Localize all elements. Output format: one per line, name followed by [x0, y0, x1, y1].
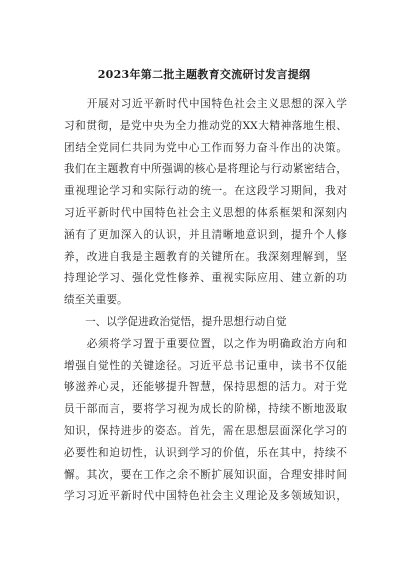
document-title: 2023年第二批主题教育交流研讨发言提纲 [97, 68, 311, 81]
paragraph-line: 涵有了更加深入的认识，并且清晰地意识到，提升个人修 [64, 228, 347, 241]
paragraph-line: 我们在主题教育中所强调的核心是将理论与行动紧密结合， [64, 163, 347, 176]
paragraph-line: 必须将学习置于重要位置，以之作为明确政治方向和 [64, 337, 347, 350]
paragraph-line: 必要性和迫切性，认识到学习的价值，乐在其中，持续不 [64, 446, 347, 459]
paragraph-line: 学习习近平新时代中国特色社会主义理论及多领域知识， [64, 490, 347, 503]
paragraph-line: 员干部而言，要将学习视为成长的阶梯，持续不断地汲取 [64, 403, 347, 416]
section-heading: 一、以学促进政治觉悟，提升思想行动自觉 [64, 315, 287, 328]
paragraph-line: 知识，保持进步的姿态。首先，需在思想层面深化学习的 [64, 424, 347, 437]
paragraph-line: 够滋养心灵，还能够提升智慧，保持思想的活力。对于党 [64, 381, 347, 394]
paragraph-line: 重视理论学习和实际行动的统一。在这段学习期间，我对 [64, 185, 347, 198]
paragraph-line: 绩至关重要。 [64, 294, 128, 307]
paragraph-line: 增强自觉性的关键途径。习近平总书记重申，读书不仅能 [64, 359, 347, 372]
paragraph-line: 开展对习近平新时代中国特色社会主义思想的深入学 [64, 98, 347, 110]
paragraph-line: 养，改进自我是主题教育的关键所在。我深刻理解到，坚 [64, 250, 347, 263]
paragraph-line: 持理论学习、强化党性修养、重视实际应用、建立新的功 [64, 272, 347, 285]
paragraph-line: 习近平新时代中国特色社会主义思想的体系框架和深刻内 [64, 206, 347, 219]
paragraph-line: 习和贯彻，是党中央为全力推动党的XX大精神落地生根、 [64, 119, 347, 132]
document-body [64, 94, 347, 508]
paragraph-line: 团结全党同仁共同为党中心工作而努力奋斗作出的决策。 [64, 141, 347, 154]
paragraph-line: 懈。其次，要在工作之余不断扩展知识面，合理安排时间 [64, 468, 347, 481]
